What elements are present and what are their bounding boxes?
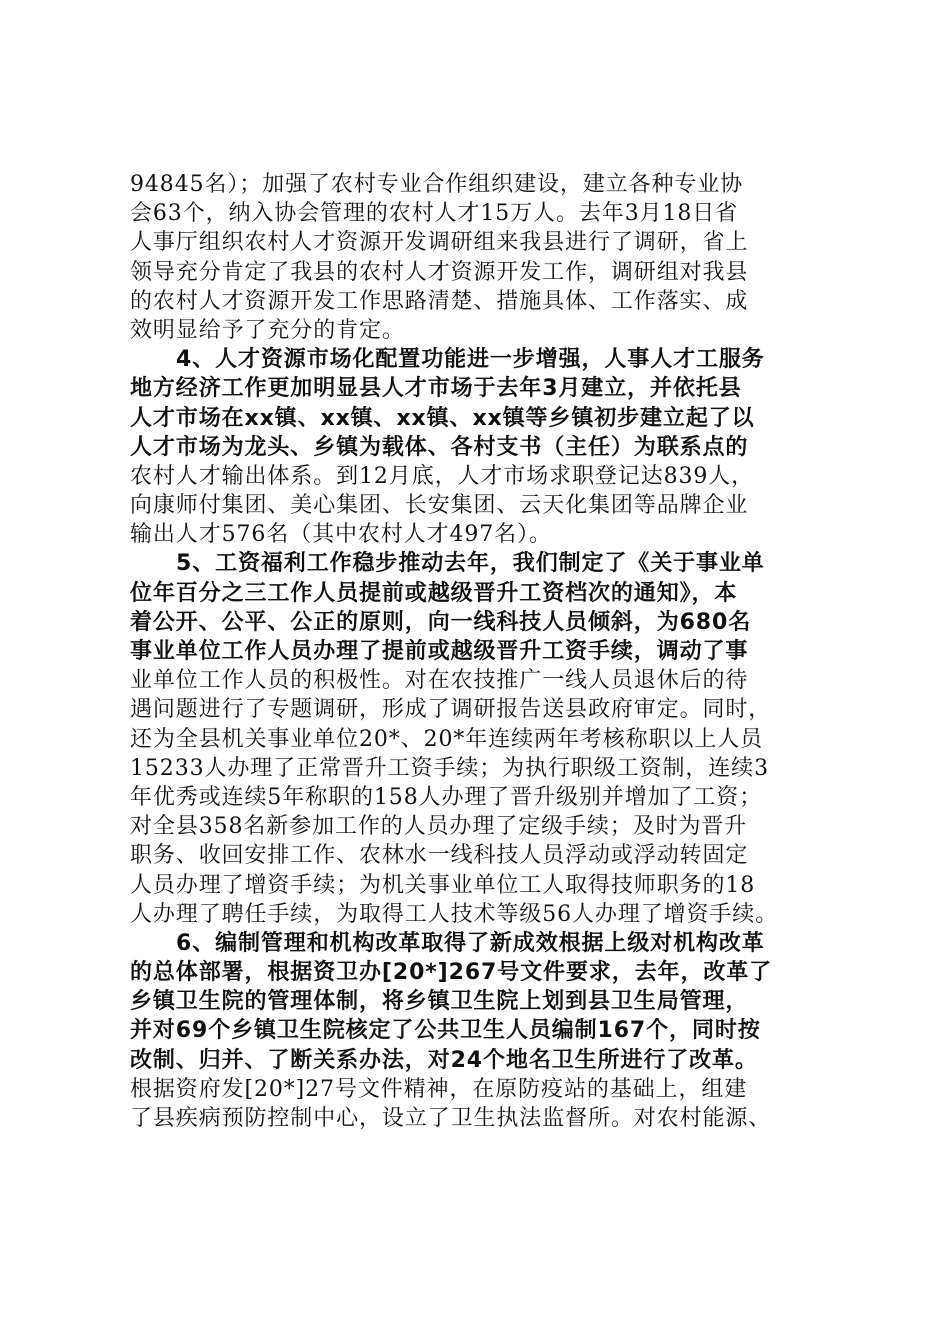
text-line: 地方经济工作更加明显县人才市场于去年3月建立，并依托县 <box>130 376 742 402</box>
text-line: 根据资府发[20*]27号文件精神，在原防疫站的基础上，组建 <box>130 1076 748 1102</box>
text-line: 遇问题进行了专题调研，形成了调研报告送县政府审定。同时， <box>130 697 772 723</box>
paragraph-first-line: 4、人才资源市场化配置功能进一步增强，人事人才工服务 <box>176 347 765 373</box>
text-line: 业单位工作人员的积极性。对在农技推广一线人员退休后的待 <box>130 668 749 694</box>
text-line: 向康师付集团、美心集团、长安集团、云天化集团等品牌企业 <box>130 493 749 519</box>
text-line: 领导充分肯定了我县的农村人才资源开发工作，调研组对我县 <box>130 259 749 285</box>
text-line: 人办理了聘任手续，为取得工人技术等级56人办理了增资手续。 <box>130 901 779 927</box>
paragraph-first-line: 6、编制管理和机构改革取得了新成效根据上级对机构改革 <box>176 930 765 956</box>
text-line: 人员办理了增资手续；为机关事业单位工人取得技师职务的18 <box>130 872 756 898</box>
text-line: 着公开、公平、公正的原则，向一线科技人员倾斜，为680名 <box>130 609 752 635</box>
text-line: 改制、归并、了断关系办法，对24个地名卫生所进行了改革。 <box>130 1047 758 1073</box>
text-line: 年优秀或连续5年称职的158人办理了晋升级别并增加了工资； <box>130 784 763 810</box>
text-line: 对全县358名新参加工作的人员办理了定级手续；及时为晋升 <box>130 814 748 840</box>
text-line: 位年百分之三工作人员提前或越级晋升工资档次的通知》，本 <box>130 580 738 606</box>
text-line: 职务、收回安排工作、农林水一线科技人员浮动或浮动转固定 <box>130 843 749 869</box>
text-line: 会63个，纳入协会管理的农村人才15万人。去年3月18日省 <box>130 201 739 227</box>
text-line: 并对69个乡镇卫生院核定了公共卫生人员编制167个，同时按 <box>130 1018 761 1044</box>
text-line: 还为全县机关事业单位20*、20*年连续两年考核称职以上人员 <box>130 726 763 752</box>
text-line: 事业单位工作人员办理了提前或越级晋升工资手续，调动了事 <box>130 639 749 664</box>
text-line: 农村人才输出体系。到12月底，人才市场求职登记达839人， <box>130 463 755 489</box>
text-line: 的农村人才资源开发工作思路清楚、措施具体、工作落实、成 <box>130 288 749 314</box>
text-line: 的总体部署，根据资卫办[20*]267号文件要求，去年，改革了 <box>130 960 773 986</box>
text-line: 人才市场为龙头、乡镇为载体、各村支书（主任）为联系点的 <box>130 434 749 460</box>
text-line: 了县疾病预防控制中心，设立了卫生执法监督所。对农村能源、 <box>130 1106 772 1131</box>
document-body <box>130 170 840 1133</box>
text-line: 输出人才576名（其中农村人才497名）。 <box>130 522 552 548</box>
text-line: 效明显给予了充分的肯定。 <box>130 317 405 343</box>
text-line: 人才市场在xx镇、xx镇、xx镇、xx镇等乡镇初步建立起了以 <box>130 405 755 431</box>
text-line: 人事厅组织农村人才资源开发调研组来我县进行了调研，省上 <box>130 230 749 256</box>
text-line: 乡镇卫生院的管理体制，将乡镇卫生院上划到县卫生局管理， <box>130 989 749 1015</box>
paragraph-first-line: 5、工资福利工作稳步推动去年，我们制定了《关于事业单 <box>176 551 765 577</box>
text-line: 15233人办理了正常晋升工资手续；为执行职级工资制，连续3 <box>130 755 769 781</box>
text-line: 94845名）；加强了农村专业合作组织建设，建立各种专业协 <box>130 172 744 197</box>
